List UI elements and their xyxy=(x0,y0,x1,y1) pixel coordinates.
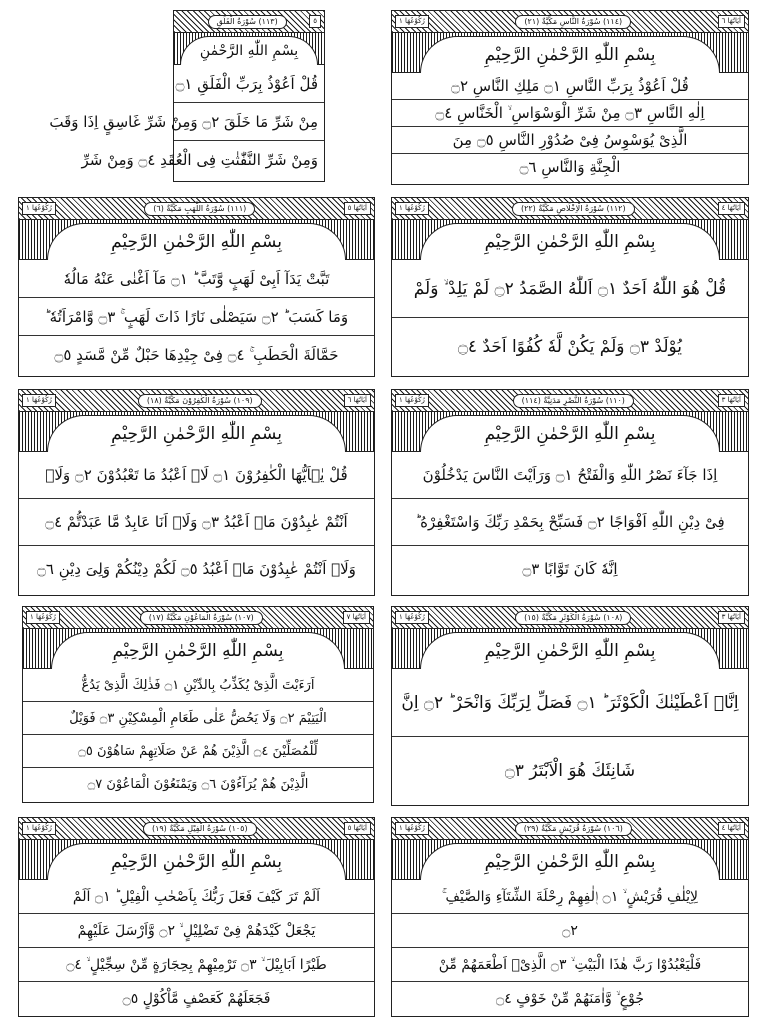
bismillah-ornament xyxy=(174,33,324,65)
surah-banner xyxy=(392,198,748,220)
ayat-count-badge: اٰيَاتُهَا ٤ xyxy=(718,822,745,835)
surah-panel-nas xyxy=(391,10,749,185)
surah-title: (١٠٦) سُوْرَةُ قُرَيْشٍ مَكِّيَّةٌ (٢٩) xyxy=(515,822,632,836)
surah-panel-lahab xyxy=(18,197,375,377)
verse-line: اَلَمْ تَرَ كَيْفَ فَعَلَ رَبُّكَ بِاَصْحٰبِ الْفِيْلِ ؕ ۝١ اَلَمْ xyxy=(19,880,374,914)
ruku-count-badge: رُكُوْعُهَا ١ xyxy=(22,202,56,215)
ruku-count-badge: رُكُوْعُهَا ١ xyxy=(395,611,429,624)
surah-title: (١٠٩) سُوْرَةُ الْكٰفِرُوْنَ مَكِّيَّةٌ (١٨) xyxy=(138,394,262,408)
verse-line: وَمَا كَسَبَ ؕ ۝٢ سَيَصْلٰى نَارًا ذَاتَ لَهَبٍ ۚ ۝٣ وَّامْرَاَتُهٗ ؕ xyxy=(19,298,374,336)
bismillah-text: بِسْمِ اللّٰهِ الرَّحْمٰنِ الرَّحِيْمِ xyxy=(111,424,282,444)
surah-banner xyxy=(19,390,374,412)
verse-line: فَجَعَلَهُمْ كَعَصْفٍ مَّاْكُوْلٍ ۝٥ xyxy=(122,991,271,1007)
ruku-count-badge: رُكُوْعُهَا ١ xyxy=(26,611,60,624)
surah-panel-quraysh xyxy=(391,817,749,1017)
surah-banner xyxy=(19,818,374,840)
verse-line: جُوْعٍ ۙ وَّاٰمَنَهُمْ مِّنْ خَوْفٍ ۝٤ xyxy=(496,991,644,1007)
verse-line: فِىْ دِيْنِ اللّٰهِ اَفْوَاجًا ۝٢ فَسَبِّحْ بِحَمْدِ رَبِّكَ وَاسْتَغْفِرْهُ ؕ xyxy=(392,499,748,546)
surah-banner xyxy=(392,607,748,629)
ayat-count-badge: اٰيَاتُهَا ٥ xyxy=(344,202,371,215)
bismillah-text: بِسْمِ اللّٰهِ الرَّحْمٰنِ الرَّحِيْمِ xyxy=(484,424,656,444)
verse-lines xyxy=(392,669,748,805)
verse-line: شَانِئَكَ هُوَ الْاَبْتَرُ ۝٣ xyxy=(504,761,636,781)
verse-line: فَلْيَعْبُدُوْا رَبَّ هٰذَا الْبَيْتِ ۙ ۝٣ الَّذِىْۤ اَطْعَمَهُمْ مِّنْ xyxy=(392,948,748,982)
surah-title: (١١٢) سُوْرَةُ الْاِخْلَاصِ مَكِّيَّةٌ (٢٢) xyxy=(512,202,635,216)
surah-panel-maun xyxy=(22,606,374,803)
bismillah-ornament xyxy=(19,220,374,260)
verse-line: اِلٰهِ النَّاسِ ۝٣ مِنْ شَرِّ الْوَسْوَاسِ ۙ الْخَنَّاسِ ۝٤ xyxy=(392,100,748,127)
surah-banner xyxy=(392,11,748,33)
verse-line: الْيَتِيْمَ ۝٢ وَلَا يَحُضُّ عَلٰى طَعَامِ الْمِسْكِيْنِ ۝٣ فَوَيْلٌ xyxy=(23,702,373,735)
ayat-count-badge: ٥ xyxy=(309,15,321,28)
ayat-count-badge: اٰيَاتُهَا ٦ xyxy=(344,394,371,407)
ruku-count-badge: رُكُوْعُهَا ١ xyxy=(395,15,429,28)
surah-panel-kawthar xyxy=(391,606,749,806)
verse-line: لِاِيْلٰفِ قُرَيْشٍ ۙ ۝١ اٖلٰفِهِمْ رِحْلَةَ الشِّتَآءِ وَالصَّيْفِ ۚ xyxy=(392,880,748,914)
verse-line: اِنَّاۤ اَعْطَيْنٰكَ الْكَوْثَرَ ؕ ۝١ فَصَلِّ لِرَبِّكَ وَانْحَرْ ؕ ۝٢ اِنَّ xyxy=(392,669,748,737)
verse-line: مِنْ شَرِّ مَا خَلَقَ ۝٢ وَمِنْ شَرِّ غَاسِقٍ اِذَا وَقَبَ xyxy=(174,103,324,141)
verse-line: قُلْ اَعُوْذُ بِرَبِّ الْفَلَقِ ۝١ xyxy=(174,65,324,103)
bismillah-ornament xyxy=(19,412,374,452)
surah-banner xyxy=(174,11,324,33)
verse-line: اَنْتُمْ عٰبِدُوْنَ مَاۤ اَعْبُدُ ۝٣ وَلَاۤ اَنَا عَابِدٌ مَّا عَبَدْتُّمْ ۝٤ xyxy=(19,499,374,546)
surah-title: (١٠٧) سُوْرَةُ الْمَاعُوْنِ مَكِّيَّةٌ (١٧) xyxy=(140,611,263,625)
bismillah-text: بِسْمِ اللّٰهِ الرَّحْمٰنِ الرَّحِيْمِ xyxy=(484,232,656,252)
ruku-count-badge: رُكُوْعُهَا ١ xyxy=(22,394,56,407)
verse-line: اِنَّهٗ كَانَ تَوَّابًا ۝٣ xyxy=(522,560,618,578)
ruku-count-badge: رُكُوْعُهَا ١ xyxy=(395,822,429,835)
verse-line: قُلْ اَعُوْذُ بِرَبِّ النَّاسِ ۝١ مَلِكِ النَّاسِ ۝٢ xyxy=(392,73,748,100)
bismillah-ornament xyxy=(392,840,748,880)
bismillah-text: بِسْمِ اللّٰهِ الرَّحْمٰنِ الرَّحِيْمِ xyxy=(112,641,284,661)
surah-title: (١١٣) سُوْرَةُ الْفَلَقِ xyxy=(208,15,287,29)
surah-title: (١٠٥) سُوْرَةُ الْفِيْلِ مَكِّيَّةٌ (١٩) xyxy=(143,822,257,836)
verse-lines xyxy=(392,73,748,181)
verse-line: حَمَّالَةَ الْحَطَبِ ۚ ۝٤ فِىْ جِيْدِهَا حَبْلٌ مِّنْ مَّسَدٍ ۝٥ xyxy=(54,346,339,364)
surah-panel-nasr xyxy=(391,389,749,596)
verse-line: اِذَا جَآءَ نَصْرُ اللّٰهِ وَالْفَتْحُ ۝١ وَرَاَيْتَ النَّاسَ يَدْخُلُوْنَ xyxy=(392,452,748,499)
verse-line: وَمِنْ شَرِّ النَّفّٰثٰتِ فِى الْعُقَدِ ۝٤ وَمِنْ شَرِّ xyxy=(81,151,318,169)
bismillah-ornament xyxy=(392,33,748,73)
ayat-count-badge: اٰيَاتُهَا ٣ xyxy=(718,394,745,407)
verse-line: الْجِنَّةِ وَالنَّاسِ ۝٦ xyxy=(519,158,621,176)
surah-panel-fil xyxy=(18,817,375,1017)
ruku-count-badge: رُكُوْعُهَا ١ xyxy=(22,822,56,835)
verse-line: يَجْعَلْ كَيْدَهُمْ فِىْ تَضْلِيْلٍ ۙ ۝٢ وَّاَرْسَلَ عَلَيْهِمْ xyxy=(19,914,374,948)
surah-banner xyxy=(19,198,374,220)
surah-banner xyxy=(392,390,748,412)
bismillah-text: بِسْمِ اللّٰهِ الرَّحْمٰنِ الرَّحِيْمِ xyxy=(484,45,656,65)
bismillah-ornament xyxy=(392,220,748,260)
surah-title: (١١٤) سُوْرَةُ النَّاسِ مَكِّيَّةٌ (٢١) xyxy=(515,15,631,29)
bismillah-text: بِسْمِ اللّٰهِ الرَّحْمٰنِ الرَّحِيْمِ xyxy=(111,852,282,872)
ruku-count-badge: رُكُوْعُهَا ١ xyxy=(395,394,429,407)
verse-lines xyxy=(392,260,748,376)
verse-lines xyxy=(19,880,374,1016)
surah-panel-kafirun xyxy=(18,389,375,596)
bismillah-ornament xyxy=(392,412,748,452)
verse-lines xyxy=(49,65,324,179)
surah-title: (١١١) سُوْرَةُ اللَّهَبِ مَكِّيَّةٌ (٦) xyxy=(144,202,255,216)
bismillah-ornament xyxy=(392,629,748,669)
ayat-count-badge: اٰيَاتُهَا ٦ xyxy=(718,15,745,28)
verse-line: اَرَءَيْتَ الَّذِىْ يُكَذِّبُ بِالدِّيْنِ ۝١ فَذٰلِكَ الَّذِىْ يَدُعُّ xyxy=(23,669,373,702)
ayat-count-badge: اٰيَاتُهَا ٣ xyxy=(718,611,745,624)
ayat-count-badge: اٰيَاتُهَا ٥ xyxy=(344,822,371,835)
ayat-count-badge: اٰيَاتُهَا ٤ xyxy=(718,202,745,215)
verse-line: قُلْ هُوَ اللّٰهُ اَحَدٌ ۝١ اَللّٰهُ الصَّمَدُ ۝٢ لَمْ يَلِدْ ۙ وَلَمْ xyxy=(392,260,748,318)
surah-title: (١١٠) سُوْرَةُ النَّصْرِ مَدَنِيَّةٌ (١١٤) xyxy=(513,394,634,408)
ruku-count-badge: رُكُوْعُهَا ١ xyxy=(395,202,429,215)
verse-lines xyxy=(19,452,374,593)
verse-lines xyxy=(392,452,748,593)
bismillah-ornament xyxy=(19,840,374,880)
surah-banner xyxy=(23,607,373,629)
verse-line: قُلْ يٰۤاَيُّهَا الْكٰفِرُوْنَ ۝١ لَاۤ اَعْبُدُ مَا تَعْبُدُوْنَ ۝٢ وَلَاۤ xyxy=(19,452,374,499)
verse-line: الَّذِىْ يُوَسْوِسُ فِىْ صُدُوْرِ النَّاسِ ۝٥ مِنَ xyxy=(392,127,748,154)
bismillah-text: بِسْمِ اللّٰهِ الرَّحْمٰنِ الرَّحِيْمِ xyxy=(111,232,282,252)
surah-panel-ikhlas xyxy=(391,197,749,377)
verse-lines xyxy=(392,880,748,1016)
bismillah-text: بِسْمِ اللّٰهِ الرَّحْمٰنِ xyxy=(199,43,299,59)
bismillah-text: بِسْمِ اللّٰهِ الرَّحْمٰنِ الرَّحِيْمِ xyxy=(484,641,656,661)
verse-line: طَيْرًا اَبَابِيْلَ ۙ ۝٣ تَرْمِيْهِمْ بِحِجَارَةٍ مِّنْ سِجِّيْلٍ ۙ ۝٤ xyxy=(19,948,374,982)
verse-line: الَّذِيْنَ هُمْ يُرَآءُوْنَ ۝٦ وَيَمْنَعُوْنَ الْمَاعُوْنَ ۝٧ xyxy=(87,777,309,792)
verse-lines xyxy=(23,669,373,801)
verse-line: تَبَّتْ يَدَآ اَبِىْ لَهَبٍ وَّتَبَّ ؕ ۝١ مَآ اَغْنٰى عَنْهُ مَالُهٗ xyxy=(19,260,374,298)
surah-panel-falaq xyxy=(49,10,325,182)
verse-line: يُوْلَدْ ۝٣ وَلَمْ يَكُنْ لَّهٗ كُفُوًا اَحَدٌ ۝٤ xyxy=(457,337,683,357)
bismillah-text: بِسْمِ اللّٰهِ الرَّحْمٰنِ الرَّحِيْمِ xyxy=(484,852,656,872)
verse-line: ۝٢ xyxy=(392,914,748,948)
bismillah-ornament xyxy=(23,629,373,669)
verse-lines xyxy=(19,260,374,374)
ayat-count-badge: اٰيَاتُهَا ٧ xyxy=(343,611,370,624)
verse-line: وَلَاۤ اَنْتُمْ عٰبِدُوْنَ مَاۤ اَعْبُدُ ۝٥ لَكُمْ دِيْنُكُمْ وَلِىَ دِيْنِ ۝٦ xyxy=(37,560,356,578)
verse-line: لِّلْمُصَلِّيْنَ ۝٤ الَّذِيْنَ هُمْ عَنْ صَلَاتِهِمْ سَاهُوْنَ ۝٥ xyxy=(23,735,373,768)
surah-title: (١٠٨) سُوْرَةُ الْكَوْثَرِ مَكِّيَّةٌ (١٥) xyxy=(515,611,631,625)
surah-banner xyxy=(392,818,748,840)
